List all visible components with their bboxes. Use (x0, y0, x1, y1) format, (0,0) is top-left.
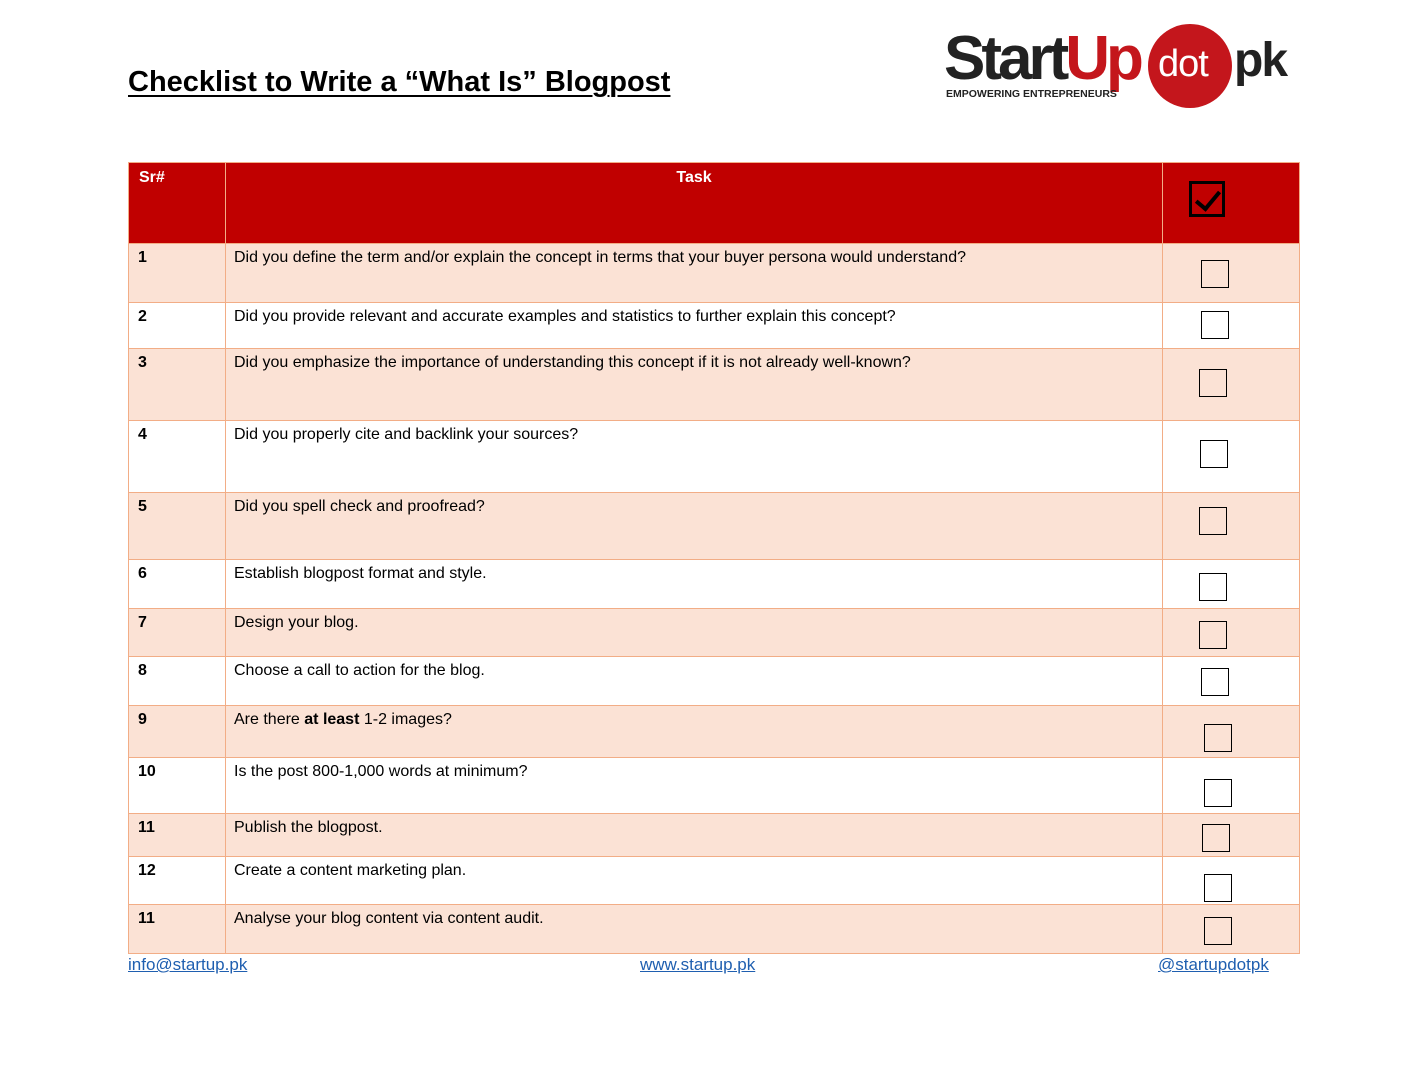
row-task: Analyse your blog content via content audit. (226, 905, 1163, 954)
row-number: 5 (129, 493, 226, 560)
row-task (226, 706, 1163, 758)
table-header-row (129, 163, 1300, 244)
checkbox[interactable] (1204, 874, 1232, 902)
checkbox[interactable] (1202, 824, 1230, 852)
row-number: 8 (129, 657, 226, 706)
checkbox[interactable] (1200, 440, 1228, 468)
row-number: 1 (129, 244, 226, 303)
logo-tagline: EMPOWERING ENTREPRENEURS (946, 88, 1117, 100)
row-task: Did you define the term and/or explain the concept in terms that your buyer persona would understand? (226, 244, 1163, 303)
row-task: Is the post 800-1,000 words at minimum? (226, 758, 1163, 814)
checkbox[interactable] (1199, 507, 1227, 535)
logo-wordmark (944, 24, 1140, 93)
checkbox[interactable] (1201, 311, 1229, 339)
row-checkbox-cell (1163, 758, 1300, 814)
logo-up: Up (1065, 24, 1140, 93)
row-checkbox-cell (1163, 905, 1300, 954)
table-row (129, 814, 1300, 857)
checkbox[interactable] (1199, 621, 1227, 649)
row-checkbox-cell (1163, 303, 1300, 349)
row-task: Establish blogpost format and style. (226, 560, 1163, 609)
table-row (129, 758, 1300, 814)
row-number: 9 (129, 706, 226, 758)
table-row (129, 560, 1300, 609)
row-task-pre: Are there (234, 711, 305, 728)
row-checkbox-cell (1163, 814, 1300, 857)
checked-box-icon (1189, 181, 1225, 217)
row-number: 3 (129, 349, 226, 421)
row-number: 10 (129, 758, 226, 814)
row-checkbox-cell (1163, 857, 1300, 905)
checkbox[interactable] (1204, 724, 1232, 752)
table-row (129, 244, 1300, 303)
email-link[interactable]: info@startup.pk (128, 955, 248, 974)
row-task-bold: at least (304, 711, 360, 728)
logo-pk: pk (1234, 34, 1287, 87)
startupdotpk-logo (944, 22, 1289, 112)
row-task: Design your blog. (226, 609, 1163, 657)
row-task: Choose a call to action for the blog. (226, 657, 1163, 706)
row-checkbox-cell (1163, 421, 1300, 493)
row-checkbox-cell (1163, 349, 1300, 421)
table-row (129, 905, 1300, 954)
logo-dot: dot (1158, 43, 1208, 85)
table-row (129, 493, 1300, 560)
checkbox[interactable] (1201, 260, 1229, 288)
checkbox[interactable] (1199, 573, 1227, 601)
header-check (1163, 163, 1300, 244)
header-task: Task (226, 163, 1163, 244)
table-row (129, 706, 1300, 758)
row-number: 4 (129, 421, 226, 493)
page-title: Checklist to Write a “What Is” Blogpost (128, 66, 671, 98)
row-number: 7 (129, 609, 226, 657)
row-task: Create a content marketing plan. (226, 857, 1163, 905)
table-row (129, 303, 1300, 349)
table-row (129, 857, 1300, 905)
header-sr: Sr# (129, 163, 226, 244)
row-checkbox-cell (1163, 609, 1300, 657)
row-checkbox-cell (1163, 560, 1300, 609)
checkbox[interactable] (1199, 369, 1227, 397)
row-checkbox-cell (1163, 493, 1300, 560)
row-task: Did you spell check and proofread? (226, 493, 1163, 560)
checkbox[interactable] (1204, 917, 1232, 945)
table-row (129, 657, 1300, 706)
row-number: 11 (129, 814, 226, 857)
website-link[interactable]: www.startup.pk (640, 955, 756, 974)
row-checkbox-cell (1163, 706, 1300, 758)
row-number: 12 (129, 857, 226, 905)
row-number: 11 (129, 905, 226, 954)
row-checkbox-cell (1163, 657, 1300, 706)
row-task: Did you provide relevant and accurate examples and statistics to further explain this concept? (226, 303, 1163, 349)
table-row (129, 421, 1300, 493)
logo-start: Start (944, 24, 1066, 93)
row-number: 2 (129, 303, 226, 349)
checkbox[interactable] (1201, 668, 1229, 696)
checkbox[interactable] (1204, 779, 1232, 807)
social-link[interactable]: @startupdotpk (1158, 955, 1269, 974)
row-task: Publish the blogpost. (226, 814, 1163, 857)
row-checkbox-cell (1163, 244, 1300, 303)
row-number: 6 (129, 560, 226, 609)
table-row (129, 609, 1300, 657)
row-task: Did you properly cite and backlink your sources? (226, 421, 1163, 493)
table-row (129, 349, 1300, 421)
row-task: Did you emphasize the importance of understanding this concept if it is not already well-known? (226, 349, 1163, 421)
checklist-table (128, 162, 1300, 954)
row-task-post: 1-2 images? (359, 711, 452, 728)
